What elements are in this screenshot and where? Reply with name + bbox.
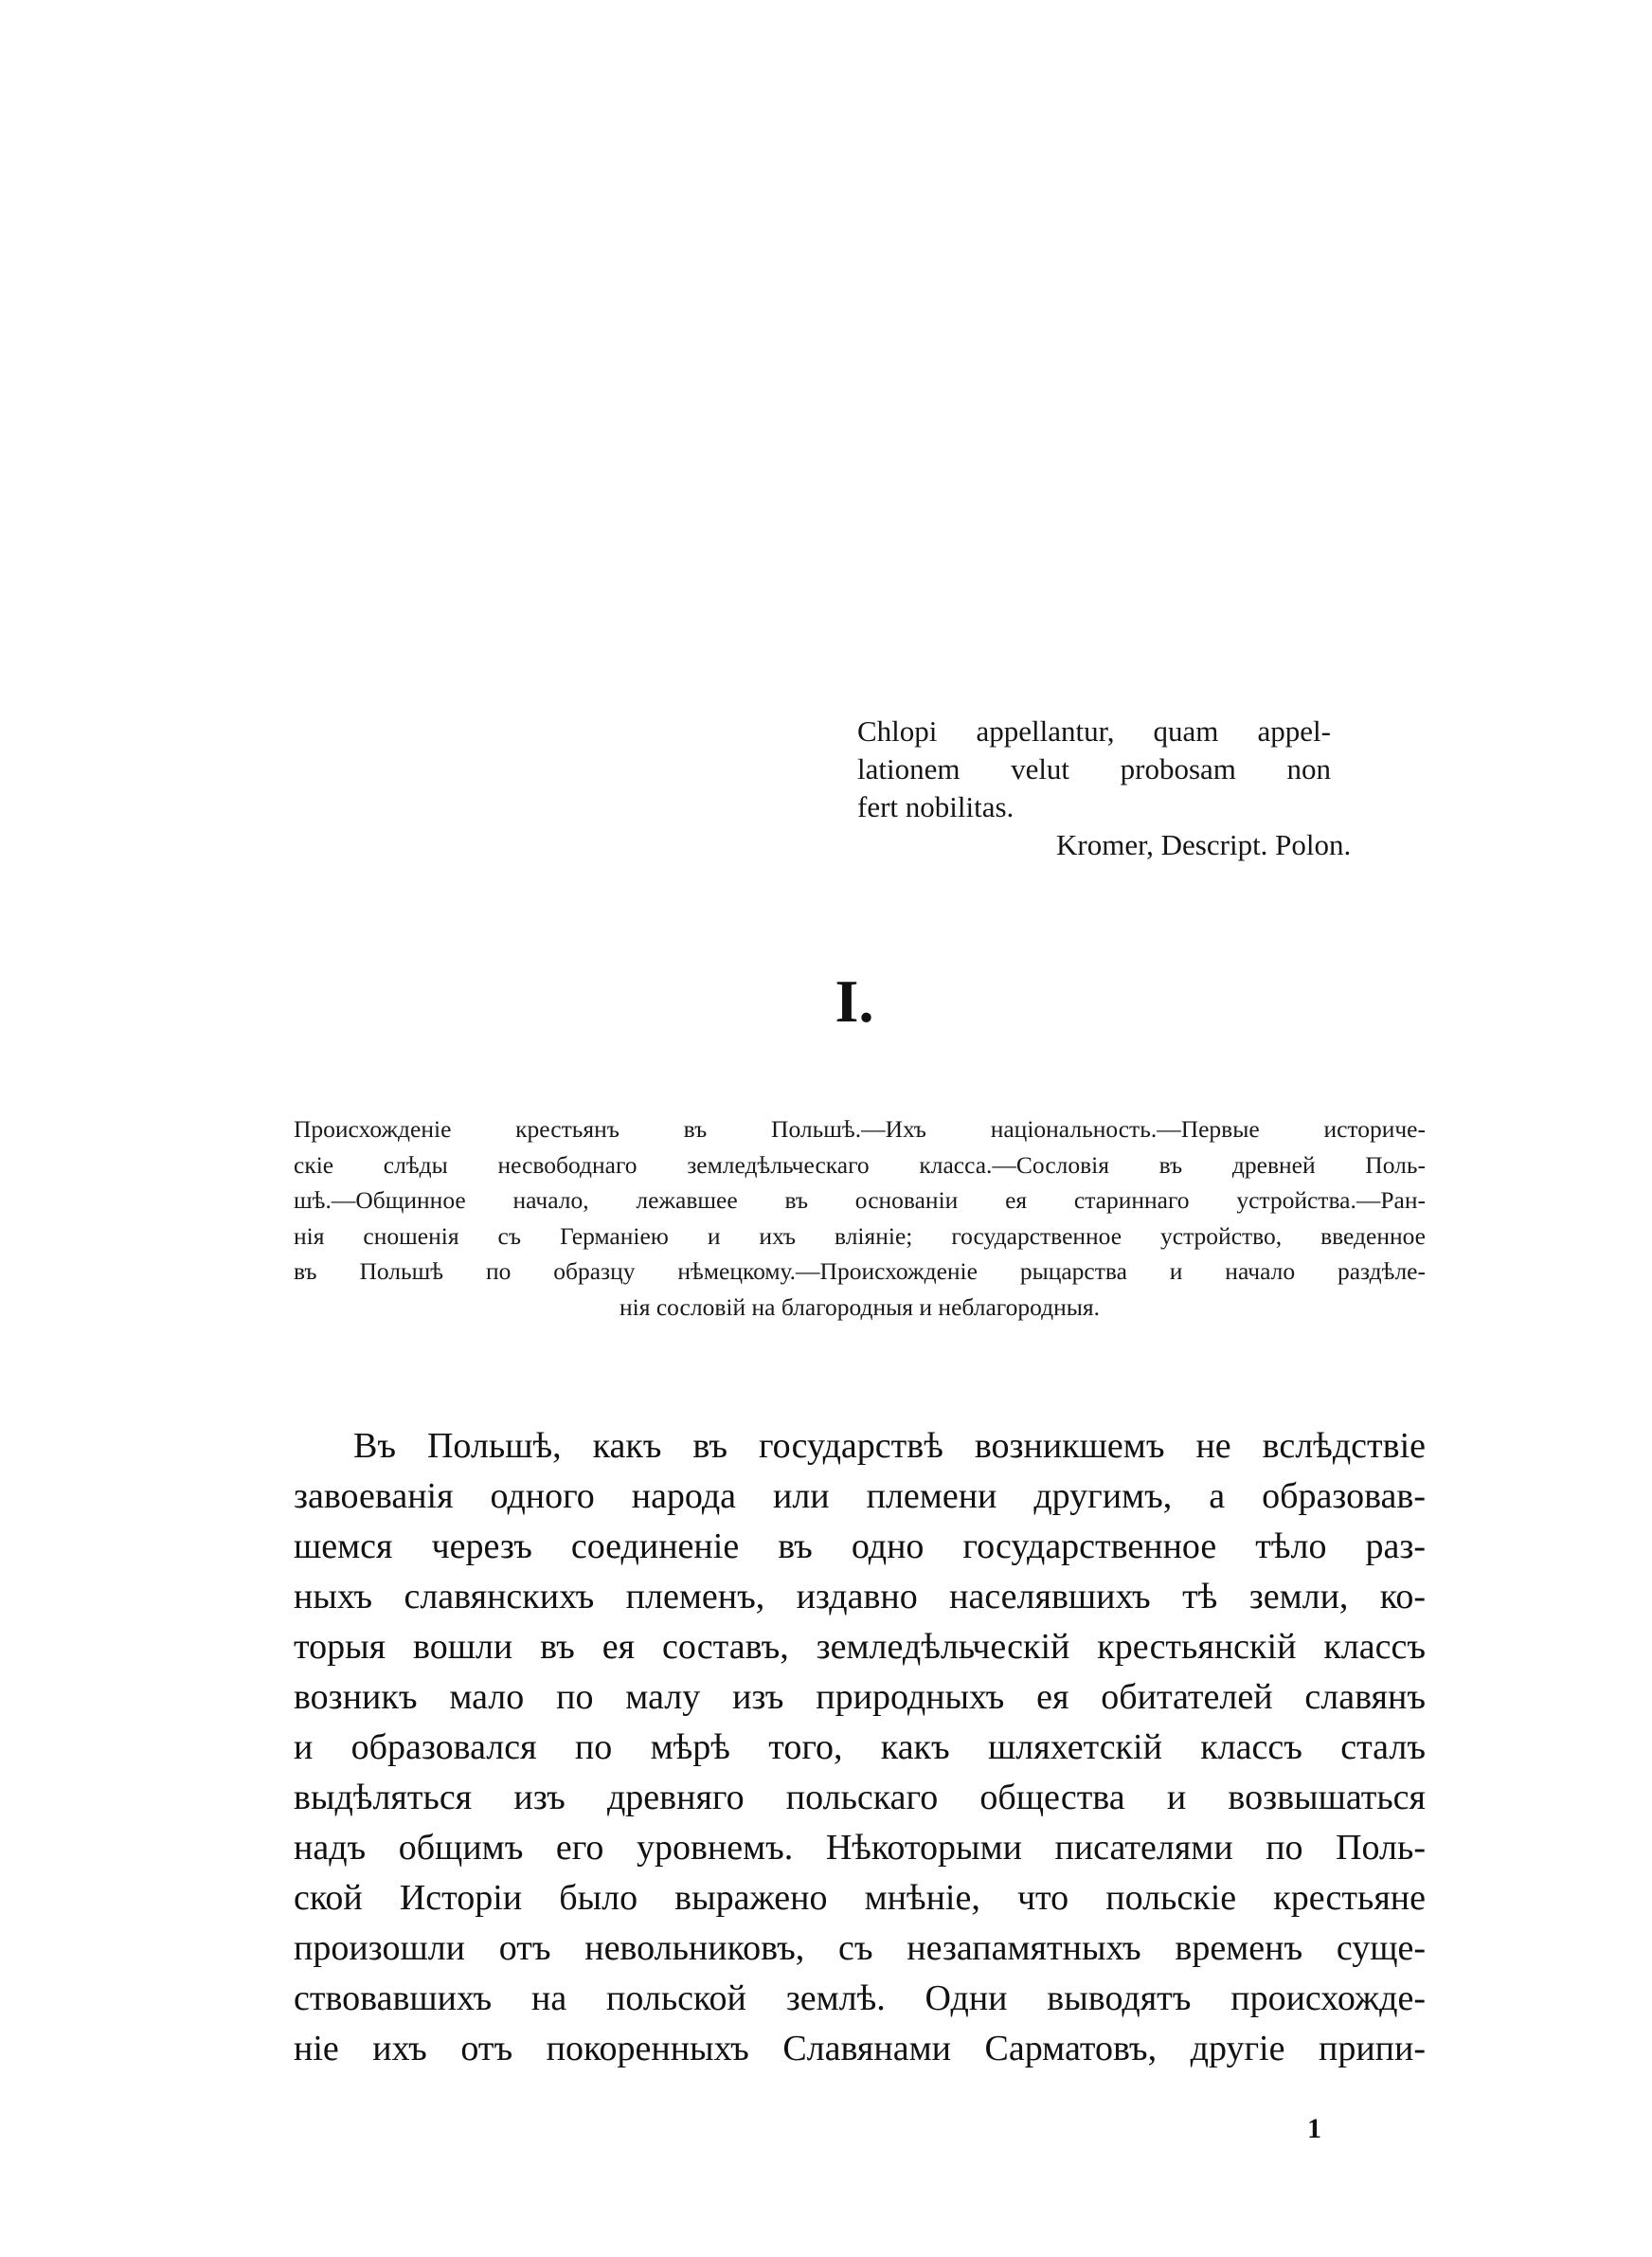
body-line: завоеванія одного народа или племени другимъ, а образовав- — [294, 1476, 1426, 1516]
summary-line: нія сословій на благородныя и неблагородныя. — [620, 1292, 1100, 1321]
body-line: ніе ихъ отъ покоренныхъ Славянами Сарматовъ, другіе припи- — [294, 2029, 1426, 2068]
epigraph-word: non — [1286, 752, 1331, 785]
epigraph-source: Kromer, Descript. Polon. — [1056, 828, 1352, 861]
epigraph-word: appellantur, — [976, 714, 1115, 748]
epigraph-line — [857, 750, 1331, 788]
epigraph-word: appel- — [1257, 714, 1331, 748]
body-line: ской Исторіи было выражено мнѣніе, что польскіе крестьяне — [294, 1878, 1426, 1918]
epigraph-line: fert nobilitas. — [857, 790, 1015, 823]
body-line: шемся черезъ соединеніе въ одно государственное тѣло раз- — [294, 1526, 1426, 1566]
body-line: торыя вошли въ ея составъ, земледѣльческій крестьянскій классъ — [294, 1627, 1426, 1667]
epigraph-word: Chlopi — [857, 714, 938, 748]
summary-line: скіе слѣды несвободнаго земледѣльческаго класса.—Сословія въ древней Поль- — [294, 1150, 1426, 1179]
summary-line: нія сношенія съ Германіею и ихъ вліяніе; государственное устройство, введенное — [294, 1221, 1426, 1250]
summary-line: Происхожденіе крестьянъ въ Польшѣ.—Ихъ національность.—Первые историче- — [294, 1115, 1426, 1143]
summary-line: въ Польшѣ по образцу нѣмецкому.—Происхожденіе рыцарства и начало раздѣле- — [294, 1257, 1426, 1285]
epigraph-word: quam — [1153, 714, 1219, 748]
body-line: Въ Польшѣ, какъ въ государствѣ возникшемъ не вслѣдствіе — [353, 1426, 1426, 1466]
epigraph — [857, 713, 1426, 864]
chapter-summary — [294, 1111, 1426, 1325]
summary-line: шѣ.—Общинное начало, лежавшее въ основаніи ея стариннаго устройства.—Ран- — [294, 1186, 1426, 1214]
body-line: и образовался по мѣрѣ того, какъ шляхетскій классъ сталъ — [294, 1727, 1426, 1767]
body-line: ныхъ славянскихъ племенъ, издавно населявшихъ тѣ земли, ко- — [294, 1577, 1426, 1616]
body-line: выдѣляться изъ древняго польскаго общества и возвышаться — [294, 1778, 1426, 1817]
body-line: надъ общимъ его уровнемъ. Нѣкоторыми писателями по Поль- — [294, 1828, 1426, 1868]
body-line: возникъ мало по малу изъ природныхъ ея обитателей славянъ — [294, 1677, 1426, 1717]
epigraph-word: probosam — [1120, 752, 1236, 785]
body-line: произошли отъ невольниковъ, съ незапамятныхъ временъ суще- — [294, 1928, 1426, 1968]
epigraph-word: lationem — [857, 752, 961, 785]
body-paragraph — [294, 1421, 1426, 2074]
body-line: ствовавшихъ на польской землѣ. Одни выводятъ происхожде- — [294, 1978, 1426, 2018]
chapter-number: I. — [835, 967, 874, 1035]
epigraph-line — [857, 713, 1331, 750]
epigraph-word: velut — [1011, 752, 1070, 785]
page-number: 1 — [1307, 2113, 1321, 2144]
